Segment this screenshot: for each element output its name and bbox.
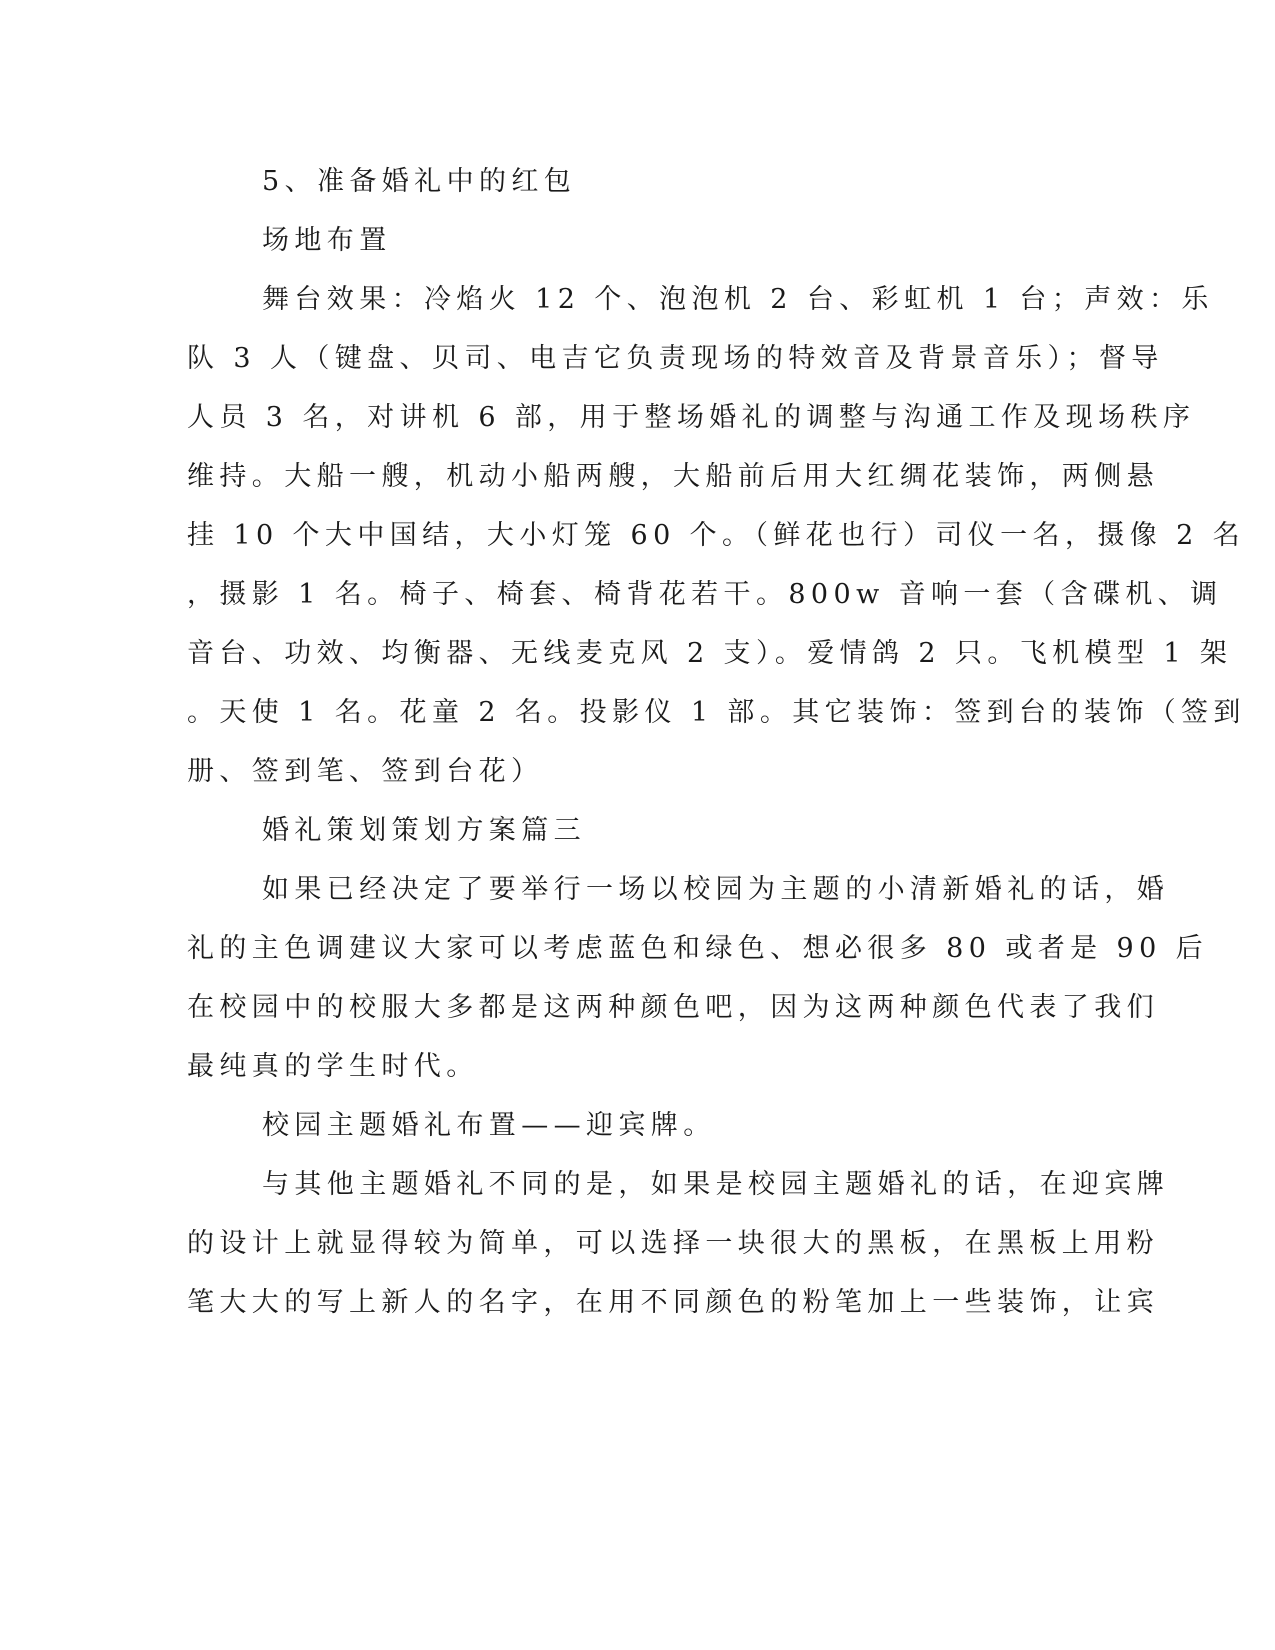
text-line: 队 3 人（键盘、贝司、电吉它负责现场的特效音及背景音乐）；督导 — [187, 343, 1164, 374]
text-line: 人员 3 名，对讲机 6 部，用于整场婚礼的调整与沟通工作及现场秩序 — [187, 402, 1196, 433]
text-line: 礼的主色调建议大家可以考虑蓝色和绿色、想必很多 80 或者是 90 后 — [187, 933, 1209, 964]
text-line: 校园主题婚礼布置——迎宾牌。 — [262, 1110, 716, 1141]
text-line: 最纯真的学生时代。 — [187, 1051, 479, 1082]
text-line: 场地布置 — [262, 225, 392, 256]
text-line: ，摄影 1 名。椅子、椅套、椅背花若干。800w 音响一套（含碟机、调 — [187, 579, 1223, 610]
text-line: 笔大大的写上新人的名字，在用不同颜色的粉笔加上一些装饰，让宾 — [187, 1287, 1159, 1318]
text-line: 。天使 1 名。花童 2 名。投影仪 1 部。其它装饰：签到台的装饰（签到 — [187, 697, 1246, 728]
text-line: 册、签到笔、签到台花） — [187, 756, 544, 787]
text-line: 挂 10 个大中国结，大小灯笼 60 个。（鲜花也行）司仪一名，摄像 2 名 — [187, 520, 1246, 551]
text-line: 5、准备婚礼中的红包 — [262, 166, 577, 197]
text-line: 在校园中的校服大多都是这两种颜色吧，因为这两种颜色代表了我们 — [187, 992, 1159, 1023]
text-line: 与其他主题婚礼不同的是，如果是校园主题婚礼的话，在迎宾牌 — [262, 1169, 1170, 1200]
section-heading: 婚礼策划策划方案篇三 — [262, 815, 586, 846]
text-line: 的设计上就显得较为简单，可以选择一块很大的黑板，在黑板上用粉 — [187, 1228, 1159, 1259]
text-line: 音台、功效、均衡器、无线麦克风 2 支）。爱情鸽 2 只。飞机模型 1 架 — [187, 638, 1233, 669]
text-line: 如果已经决定了要举行一场以校园为主题的小清新婚礼的话，婚 — [262, 874, 1170, 905]
text-line: 舞台效果：冷焰火 12 个、泡泡机 2 台、彩虹机 1 台；声效：乐 — [262, 284, 1214, 315]
text-line: 维持。大船一艘，机动小船两艘，大船前后用大红绸花装饰，两侧悬 — [187, 461, 1159, 492]
